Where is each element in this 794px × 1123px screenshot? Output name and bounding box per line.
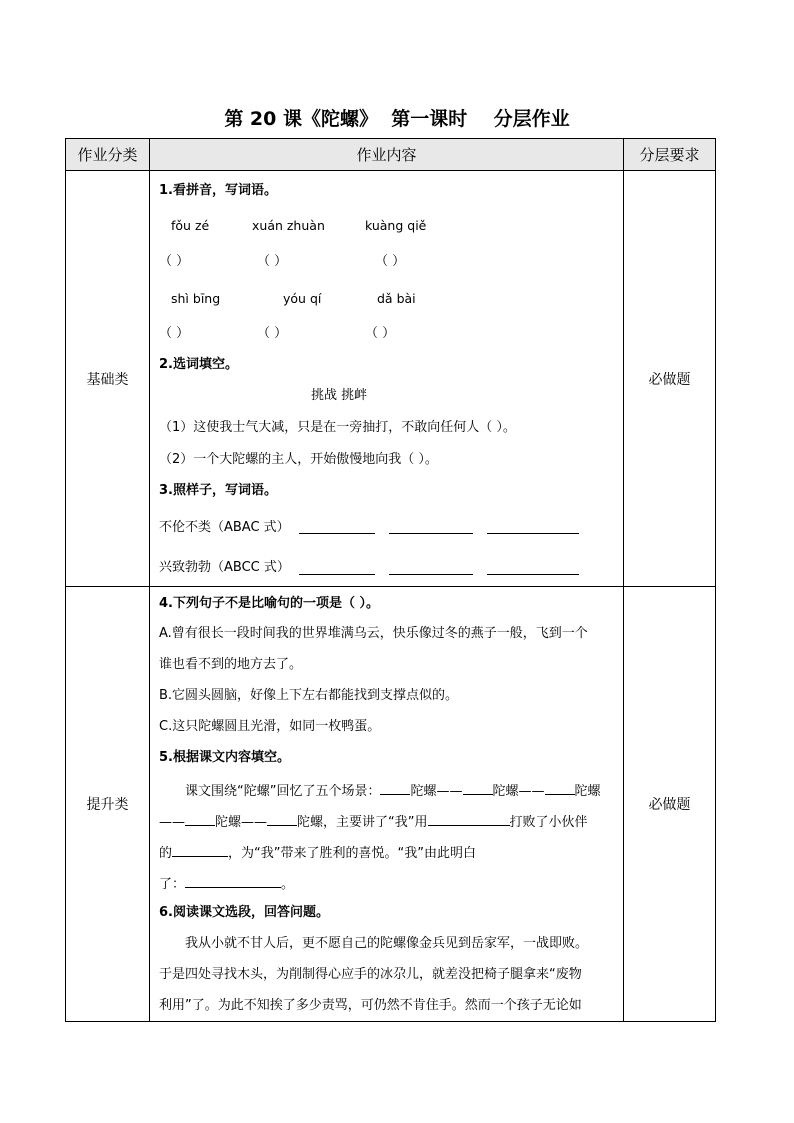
pinyin-1: fǒu zé (171, 218, 210, 233)
table-row-advanced (66, 587, 716, 1022)
answer-parens-5: （ ） (257, 326, 288, 341)
answer-blank (487, 521, 579, 534)
answer-parens-6: （ ） (365, 326, 396, 341)
header-content: 作业内容 (150, 139, 624, 171)
answer-blank (545, 782, 575, 795)
category-cell-advanced (66, 587, 150, 1022)
answer-blank (380, 782, 410, 795)
content-cell-basic (150, 171, 624, 587)
q5-dash: —— (159, 815, 185, 830)
header-category: 作业分类 (66, 139, 150, 171)
q5-line4-end: 。 (281, 877, 295, 892)
requirement-cell-advanced: 必做题 (624, 587, 716, 1022)
answer-blank (185, 875, 281, 888)
q5-line-3 (159, 844, 476, 860)
answer-blank (487, 562, 579, 575)
answer-blank (299, 562, 375, 575)
category-cell-basic (66, 171, 150, 587)
q5-line-1 (185, 782, 601, 798)
q5-dash: —— (241, 815, 268, 830)
answer-parens-4: （ ） (159, 326, 190, 341)
category-label-basic: 基础类 (86, 371, 129, 388)
answer-parens-3: （ ） (375, 254, 406, 269)
q4-option-a-line1: A.曾有很长一段时间我的世界堆满乌云，快乐像过冬的燕子一般，飞到一个 (159, 626, 588, 641)
answer-parens-2: （ ） (257, 254, 288, 269)
q5-word: 陀螺 (215, 815, 242, 830)
pinyin-6: dǎ bài (377, 291, 416, 306)
answer-blank (172, 844, 228, 857)
q2-sentence-2: （2）一个大陀螺的主人，开始傲慢地向我（ ）。 (159, 452, 438, 467)
table-row-basic (66, 171, 716, 587)
q5-dash: —— (518, 784, 545, 799)
q6-passage-line-2: 于是四处寻找木头，为削制得心应手的冰尕儿，就差没把椅子腿拿来“废物 (159, 967, 582, 982)
q3-pattern-abcc: 兴致勃勃（ABCC 式） (159, 560, 290, 575)
pinyin-3: kuàng qiě (365, 218, 427, 233)
page-title: 第 20 课《陀螺》 第一课时 分层作业 (224, 108, 570, 130)
q4-option-b: B.它圆头圆脑，好像上下左右都能找到支撑点似的。 (159, 688, 459, 703)
header-requirement: 分层要求 (624, 139, 716, 171)
q2-word-choices: 挑战 挑衅 (311, 388, 368, 403)
q2-sentence-1: （1）这使我士气大减，只是在一旁抽打，不敢向任何人（ ）。 (159, 420, 516, 435)
pinyin-4: shì bīng (171, 291, 221, 306)
answer-blank (299, 521, 375, 534)
answer-blank (428, 813, 510, 826)
pinyin-5: yóu qí (283, 291, 322, 306)
q5-line-2 (159, 813, 588, 829)
q5-word: 陀螺 (574, 784, 601, 799)
q5-intro: 课文围绕“陀螺”回忆了五个场景： (185, 784, 381, 799)
q5-dash: —— (436, 784, 463, 799)
answer-blank (389, 562, 473, 575)
q2-title: 2.选词填空。 (159, 357, 238, 372)
answer-blank (389, 521, 473, 534)
q4-option-a-line2: 谁也看不到的地方去了。 (159, 657, 303, 672)
answer-blank (267, 813, 297, 826)
category-label-advanced: 提升类 (86, 797, 129, 813)
answer-parens-1: （ ） (159, 254, 190, 269)
q6-passage-line-3: 利用”了。为此不知挨了多少责骂，可仍然不肯住手。然而一个孩子无论如 (159, 998, 582, 1013)
content-cell-advanced (150, 587, 624, 1022)
q5-title: 5.根据课文内容填空。 (159, 750, 290, 765)
q3-pattern-abac: 不伦不类（ABAC 式） (159, 520, 290, 535)
q5-line-4 (159, 875, 294, 891)
q4-title: 4.下列句子不是比喻句的一项是（ ）。 (159, 596, 380, 611)
q5-line2-text: 陀螺，主要讲了“我”用 (297, 815, 428, 830)
pinyin-2: xuán zhuàn (252, 218, 325, 233)
q6-passage-line-1: 我从小就不甘人后，更不愿自己的陀螺像金兵见到岳家军，一战即败。 (185, 936, 589, 951)
q4-option-c: C.这只陀螺圆且光滑，如同一枚鸭蛋。 (159, 719, 381, 734)
q5-line3-start: 的 (159, 846, 173, 861)
requirement-cell-basic: 必做题 (624, 171, 716, 587)
q5-word: 陀螺 (492, 784, 519, 799)
q3-title: 3.照样子，写词语。 (159, 483, 277, 498)
q5-line3-text: ，为“我”带来了胜利的喜悦。“我”由此明白 (228, 846, 476, 861)
q1-title: 1.看拼音，写词语。 (159, 183, 277, 198)
q5-word: 陀螺 (410, 784, 437, 799)
answer-blank (185, 813, 215, 826)
q5-line4-start: 了： (159, 877, 186, 892)
answer-blank (463, 782, 493, 795)
table-header-row (66, 139, 716, 171)
homework-table (65, 138, 716, 1022)
q6-title: 6.阅读课文选段，回答问题。 (159, 905, 329, 920)
q5-line2-end: 打败了小伙伴 (509, 815, 588, 830)
